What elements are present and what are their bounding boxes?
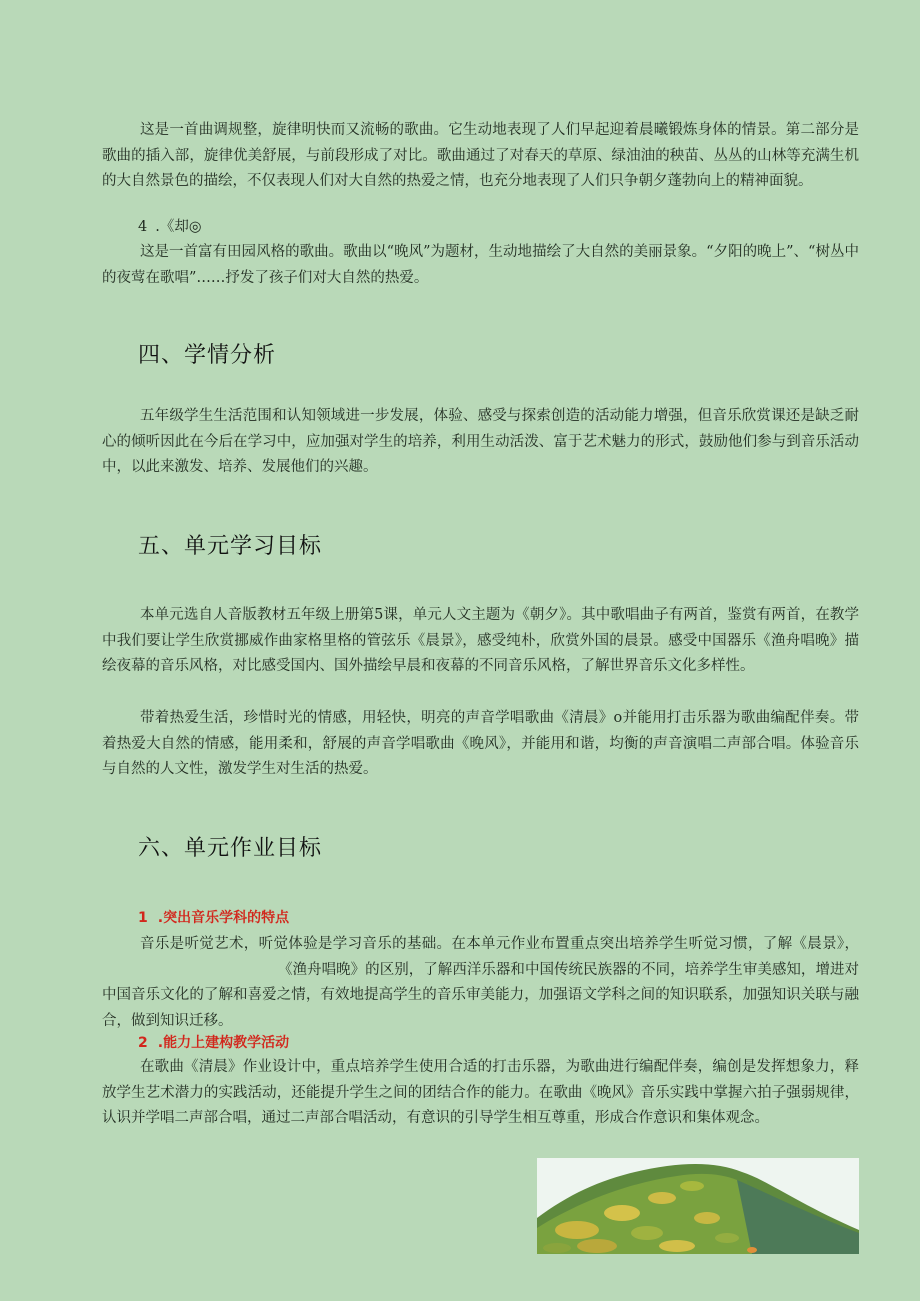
section-6-subheading-2 [138, 1032, 289, 1052]
section-5-paragraph-1: 本单元选自人音版教材五年级上册第5课，单元人文主题为《朝夕》。其中歌唱曲子有两首，鉴赏有两首，在教学中我们要让学生欣赏挪威作曲家格里格的管弦乐《晨景》，感受纯朴，欣赏外国的晨景。感受中国器乐《渔舟唱晚》描绘夜幕的音乐风格，对比感受国内、国外描绘早晨和夜幕的不同音乐风格，了解世界音乐文化多样性。 [102, 607, 859, 674]
section-5-paragraph-2: 带着热爱生活，珍惜时光的情感，用轻快，明亮的声音学唱歌曲《清晨》o并能用打击乐器为歌曲编配伴奏。带着热爱大自然的情感，能用柔和，舒展的声音学唱歌曲《晚风》，并能用和谐，均衡的声音演唱二声部合唱。体验音乐与自然的人文性，激发学生对生活的热爱。 [102, 710, 859, 777]
subheading-1-title: .突出音乐学科的特点 [157, 910, 290, 926]
subheading-2-title: .能力上建构教学活动 [157, 1035, 290, 1051]
list-item-4-title: .《却◎ [155, 219, 202, 235]
section-4-paragraph: 五年级学生生活范围和认知领域进一步发展，体验、感受与探索创造的活动能力增强，但音乐欣赏课还是缺乏耐心的倾听因此在今后在学习中，应加强对学生的培养，利用生动活泼、富于艺术魅力的形式，鼓励他们参与到音乐活动中，以此来激发、培养、发展他们的兴趣。 [102, 408, 859, 475]
section-6-heading: 六、单元作业目标 [138, 836, 323, 861]
intro-paragraph-2: 这是一首富有田园风格的歌曲。歌曲以“晚风”为题材，生动地描绘了大自然的美丽景象。“夕阳的晚上”、“树丛中的夜莺在歌唱”……抒发了孩子们对大自然的热爱。 [102, 244, 859, 286]
list-item-4 [138, 215, 202, 236]
section-6-paragraph-1 [102, 932, 859, 1034]
section-4-heading: 四、学情分析 [138, 343, 277, 368]
section-6-subheading-1 [138, 907, 289, 927]
section-6-paragraph-2: 在歌曲《清晨》作业设计中，重点培养学生使用合适的打击乐器，为歌曲进行编配伴奏，编创是发挥想象力，释放学生艺术潜力的实践活动，还能提升学生之间的团结合作的能力。在歌曲《晚风》音乐实践中掌握六拍子强弱规律，认识并学唱二声部合唱，通过二声部合唱活动，有意识的引导学生相互尊重，形成合作意识和集体观念。 [102, 1059, 859, 1126]
section-6-paragraph-1-part-b: 《渔舟唱晚》的区别，了解西洋乐器和中国传统民族器的不同，培养学生审美感知，增进对中国音乐文化的了解和喜爱之情，有效地提高学生的音乐审美能力，加强语文学科之间的知识联系，加强知识关联与融合，做到知识迁移。 [102, 961, 859, 1029]
subheading-2-number: 2 [138, 1035, 148, 1051]
list-item-4-number: 4 [138, 219, 148, 235]
intro-paragraph-1: 这是一首曲调规整，旋律明快而又流畅的歌曲。它生动地表现了人们早起迎着晨曦锻炼身体的情景。第二部分是歌曲的插入部，旋律优美舒展，与前段形成了对比。歌曲通过了对春天的草原、绿油油的秧苗、丛丛的山林等充满生机的大自然景色的描绘，不仅表现人们对大自然的热爱之情，也充分地表现了人们只争朝夕蓬勃向上的精神面貌。 [102, 122, 859, 189]
mountain-illustration [537, 1158, 859, 1254]
section-6-paragraph-1-part-a: 音乐是听觉艺术，听觉体验是学习音乐的基础。在本单元作业布置重点突出培养学生听觉习惯，了解《晨景》， [140, 936, 859, 952]
subheading-1-number: 1 [138, 910, 148, 926]
section-5-heading: 五、单元学习目标 [138, 534, 323, 559]
